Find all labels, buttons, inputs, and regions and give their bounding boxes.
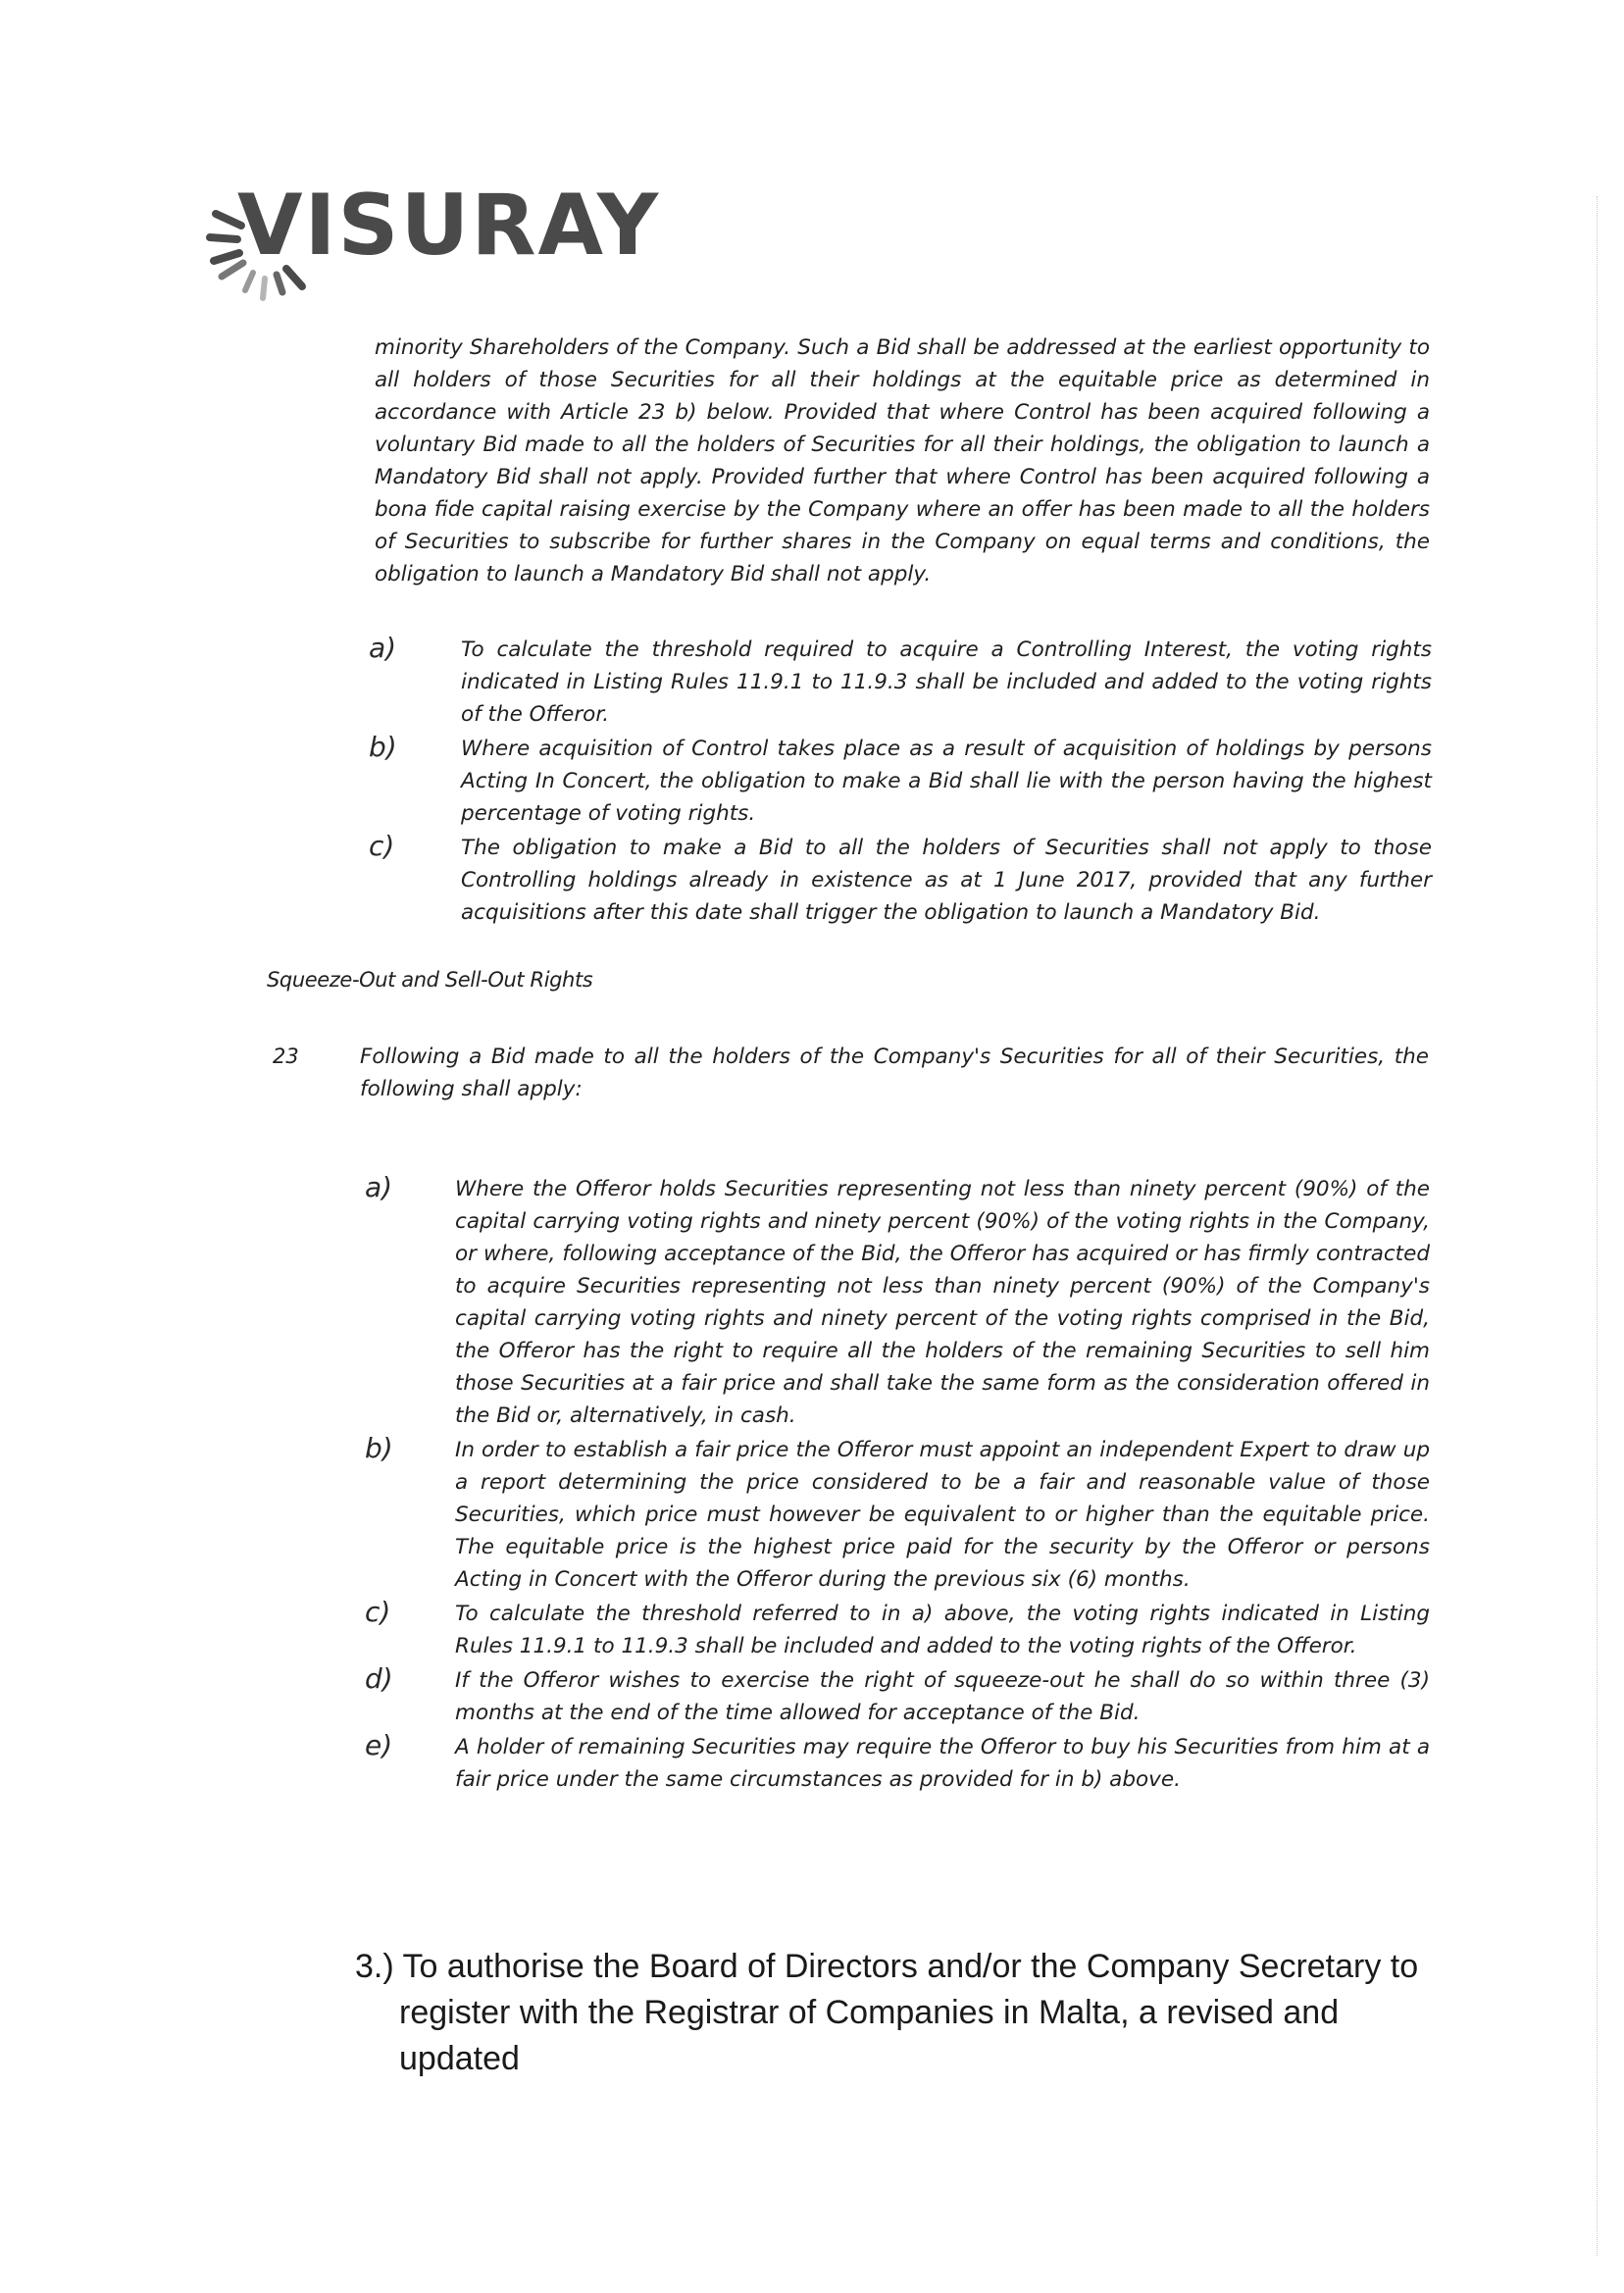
item-letter: c)	[365, 1596, 391, 1628]
list-item	[365, 1434, 1430, 1596]
article-number: 23	[273, 1045, 299, 1068]
list-item	[369, 634, 1432, 731]
item-text: Where the Offeror holds Securities representing not less than ninety percent (90%) of the capital carrying voting rights and ninety percent (90%) of the voting rights in the Company, or where, following acceptance of the Bid, the Offeror has acquired or has firmly contracted to acquire Securities representing not less than ninety percent (90%) of the Company's capital carrying voting rights and ninety percent of the voting rights comprised in the Bid, the Offeror has the right to require all the holders of the remaining Securities to sell him those Securities at a fair price and shall take the same form as the consideration offered in the Bid or, alternatively, in cash.	[455, 1177, 1430, 1428]
squeeze-out-list	[365, 1173, 1430, 1798]
item-letter: e)	[365, 1729, 393, 1761]
article-text: Following a Bid made to all the holders of the Company's Securities for all of their Securities, the following shall apply:	[360, 1045, 1429, 1101]
item-text: If the Offeror wishes to exercise the right of squeeze-out he shall do so within three (3) months at the end of the time allowed for acceptance of the Bid.	[455, 1668, 1430, 1725]
resolution-line-1: 3.) To authorise the Board of Directors and/or the Company Secretary to	[355, 1948, 1419, 1985]
item-letter: b)	[365, 1432, 393, 1464]
item-text: In order to establish a fair price the Offeror must appoint an independent Expert to draw up a report determining the price considered to be a fair and reasonable value of those Securities, which price must however be equivalent to or higher than the equitable price. The equitable price is the highest price paid for the security by the Offeror or persons Acting in Concert with the Offeror during the previous six (6) months.	[455, 1438, 1430, 1592]
threshold-list	[369, 634, 1432, 931]
scan-edge-line	[1597, 196, 1599, 2256]
item-text: A holder of remaining Securities may require the Offeror to buy his Securities from him at a fair price under the same circumstances as provided for in b) above.	[455, 1735, 1430, 1792]
item-letter: a)	[369, 632, 397, 664]
item-text: The obligation to make a Bid to all the holders of Securities shall not apply to those Controlling holdings already in existence as at 1 June 2017, provided that any further acquisitions after this date shall trigger the obligation to launch a Mandatory Bid.	[461, 836, 1432, 925]
list-item	[369, 733, 1432, 830]
company-logo	[196, 177, 667, 314]
item-letter: a)	[365, 1171, 393, 1203]
list-item	[365, 1664, 1430, 1729]
logo-wordmark: VISURAY	[237, 177, 661, 275]
item-text: Where acquisition of Control takes place as a result of acquisition of holdings by persons Acting In Concert, the obligation to make a Bid shall lie with the person having the highest percentage of voting rights.	[461, 737, 1432, 826]
item-letter: c)	[369, 830, 395, 862]
item-letter: b)	[369, 731, 397, 763]
resolution-paragraph	[355, 1944, 1444, 2082]
item-text: To calculate the threshold referred to in a) above, the voting rights indicated in Listing Rules 11.9.1 to 11.9.3 shall be included and added to the voting rights of the Offeror.	[455, 1602, 1430, 1658]
list-item	[369, 832, 1432, 929]
resolution-line-2: register with the Registrar of Companies in Malta, a revised and updated	[399, 1994, 1340, 2077]
list-item	[365, 1598, 1430, 1662]
list-item	[365, 1731, 1430, 1796]
item-letter: d)	[365, 1662, 393, 1695]
item-text: To calculate the threshold required to acquire a Controlling Interest, the voting rights indicated in Listing Rules 11.9.1 to 11.9.3 shall be included and added to the voting rights of the Offeror.	[461, 637, 1432, 727]
section-heading: Squeeze-Out and Sell-Out Rights	[267, 968, 593, 992]
list-item	[365, 1173, 1430, 1432]
intro-paragraph: minority Shareholders of the Company. Such a Bid shall be addressed at the earliest opportunity to all holders of those Securities for all their holdings at the equitable price as determined in accordance with Article 23 b) below. Provided that where Control has been acquired following a voluntary Bid made to all the holders of Securities for all their holdings, the obligation to launch a Mandatory Bid shall not apply. Provided further that where Control has been acquired following a bona fide capital raising exercise by the Company where an offer has been made to all the holders of Securities to subscribe for further shares in the Company on equal terms and conditions, the obligation to launch a Mandatory Bid shall not apply.	[375, 335, 1430, 586]
